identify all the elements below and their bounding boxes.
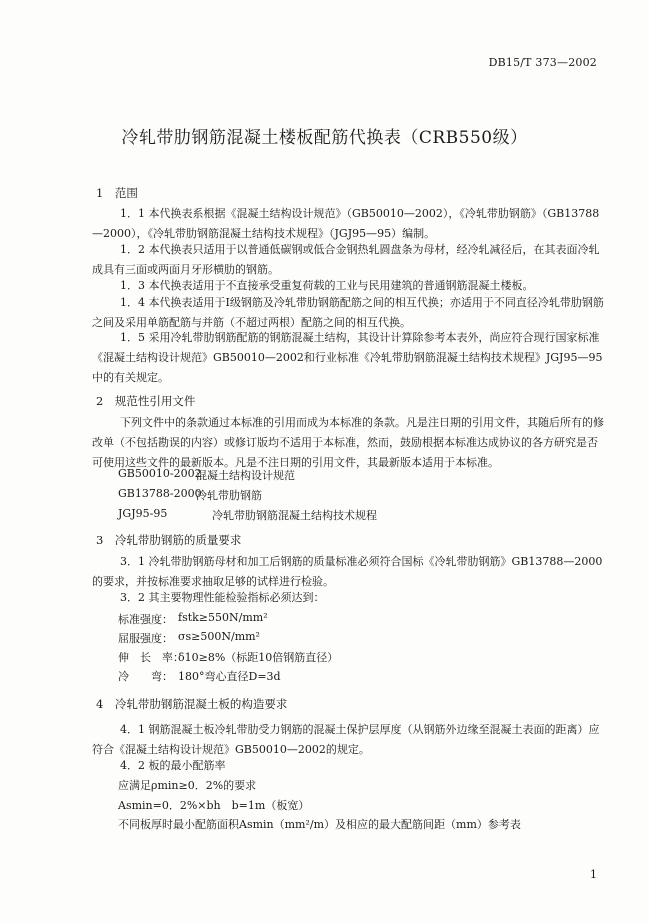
reference-name: 冷轧带肋钢筋	[196, 489, 262, 502]
reference-name: 混凝土结构设计规范	[196, 469, 295, 482]
reference-name: 冷轧带肋钢筋混凝土结构技术规程	[212, 509, 377, 522]
section-heading: 2 规范性引用文件	[96, 394, 196, 408]
paragraph: 3．2 其主要物理性能检验指标必须达到：	[120, 591, 325, 604]
paragraph: 1．4 本代换表适用于Ⅰ级钢筋及冷轧带肋钢筋配筋之间的相互代换；亦适用于不同直径冷轧带肋钢筋之间及采用单筋配筋与并筋（不超过两根）配筋之间的相互代换。	[92, 296, 604, 329]
section-heading: 4 冷轧带肋钢筋混凝土板的构造要求	[96, 697, 288, 711]
property-value: δ10≥8%（标距10倍钢筋直径）	[178, 651, 339, 664]
property-name: 冷 弯：	[118, 670, 173, 683]
paragraph: 下列文件中的条款通过本标准的引用而成为本标准的条款。凡是注日期的引用文件，其随后所有的修改单（不包括勘误的内容）或修订版均不适用于本标准，然而，鼓励根据本标准达成协议的各方研究是否可使用这些文件的最新版本。凡是不注日期的引用文件，其最新版本适用于本标准。	[92, 416, 604, 469]
property-name: 标准强度：	[118, 613, 173, 626]
text-line: 应满足ρmin≥0．2%的要求	[118, 779, 257, 792]
reference-code: GB13788-2000	[118, 487, 202, 500]
page-title: 冷轧带肋钢筋混凝土楼板配筋代换表（CRB550级）	[121, 128, 528, 148]
reference-code: GB50010-2002	[118, 467, 202, 480]
paragraph: 3．1 冷轧带肋钢筋母材和加工后钢筋的质量标准必须符合国标《冷轧带肋钢筋》GB13788—2000的要求，并按标准要求抽取足够的试样进行检验。	[92, 555, 603, 588]
paragraph: 4．2 板的最小配筋率	[120, 759, 226, 772]
paragraph: 1．1 本代换表系根据《混凝土结构设计规范》（GB50010—2002），《冷轧带肋钢筋》（GB13788—2000），《冷轧带肋钢筋混凝土结构技术规程》（JGJ95—95）编制。	[92, 207, 600, 240]
paragraph: 1．5 采用冷轧带肋钢筋配筋的钢筋混凝土结构，其设计计算除参考本表外，尚应符合现行国家标准《混凝土结构设计规范》GB50010—2002和行业标准《冷轧带肋钢筋混凝土结构技术规程》JGJ95—95中的有关规定。	[92, 331, 603, 384]
property-value: fstk≥550N/mm²	[178, 611, 268, 624]
section-heading: 3 冷轧带肋钢筋的质量要求	[96, 533, 242, 547]
section-heading: 1 范围	[96, 186, 138, 200]
paragraph: 1．3 本代换表适用于不直接承受重复荷载的工业与民用建筑的普通钢筋混凝土楼板。	[120, 279, 534, 292]
text-line: 不同板厚时最小配筋面积Asmin（mm²/m）及相应的最大配筋间距（mm）参考表	[118, 818, 521, 831]
property-name: 屈服强度：	[118, 632, 173, 645]
property-value: 180°弯心直径D=3d	[178, 670, 281, 683]
property-name: 伸 长 率：	[118, 651, 184, 664]
document-code: DB15/T 373—2002	[488, 56, 597, 69]
text-line: Asmin=0．2%×bh b=1m（板宽）	[118, 799, 310, 812]
paragraph: 4．1 钢筋混凝土板冷轧带肋受力钢筋的混凝土保护层厚度（从钢筋外边缘至混凝土表面的距离）应符合《混凝土结构设计规范》GB50010—2002的规定。	[92, 723, 600, 756]
paragraph: 1．2 本代换表只适用于以普通低碳钢或低合金钢热轧圆盘条为母材，经冷轧减径后，在其表面冷轧成具有三面或两面月牙形横肋的钢筋。	[92, 243, 600, 276]
property-value: σs≥500N/mm²	[178, 630, 260, 643]
reference-code: JGJ95-95	[118, 507, 168, 520]
page-number: 1	[590, 868, 597, 881]
